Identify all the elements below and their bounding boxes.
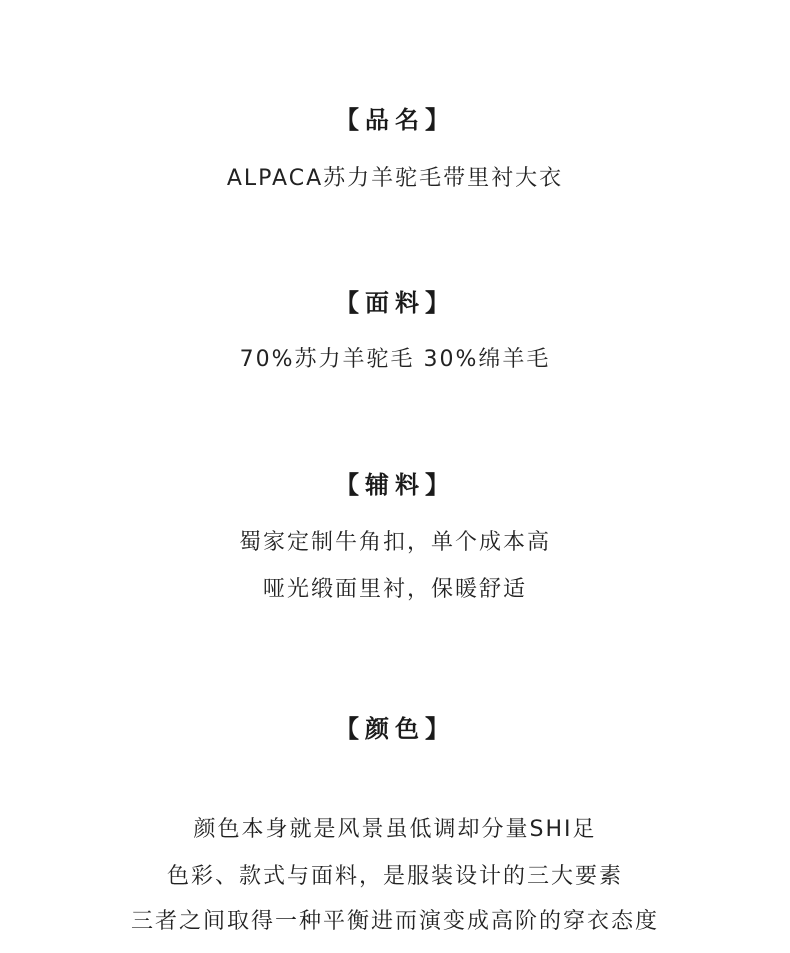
fabric-text: 70%苏力羊驼毛 30%绵羊毛 — [239, 347, 551, 372]
fabric-heading: 【面料】 — [335, 289, 455, 317]
product-name-text: ALPACA苏力羊驼毛带里衬大衣 — [226, 166, 564, 191]
accessories-heading: 【辅料】 — [335, 471, 455, 499]
color-heading: 【颜色】 — [335, 715, 455, 743]
accessories-text-line: 哑光缎面里衬，保暖舒适 — [262, 577, 527, 602]
product-name-heading: 【品名】 — [335, 106, 455, 134]
accessories-text-line: 蜀家定制牛角扣，单个成本高 — [238, 530, 551, 555]
color-text-line: 颜色本身就是风景虽低调却分量SHI足 — [193, 817, 597, 842]
color-text-line: 三者之间取得一种平衡进而演变成高阶的穿衣态度 — [130, 909, 659, 934]
color-text-line: 色彩、款式与面料，是服装设计的三大要素 — [166, 864, 623, 889]
